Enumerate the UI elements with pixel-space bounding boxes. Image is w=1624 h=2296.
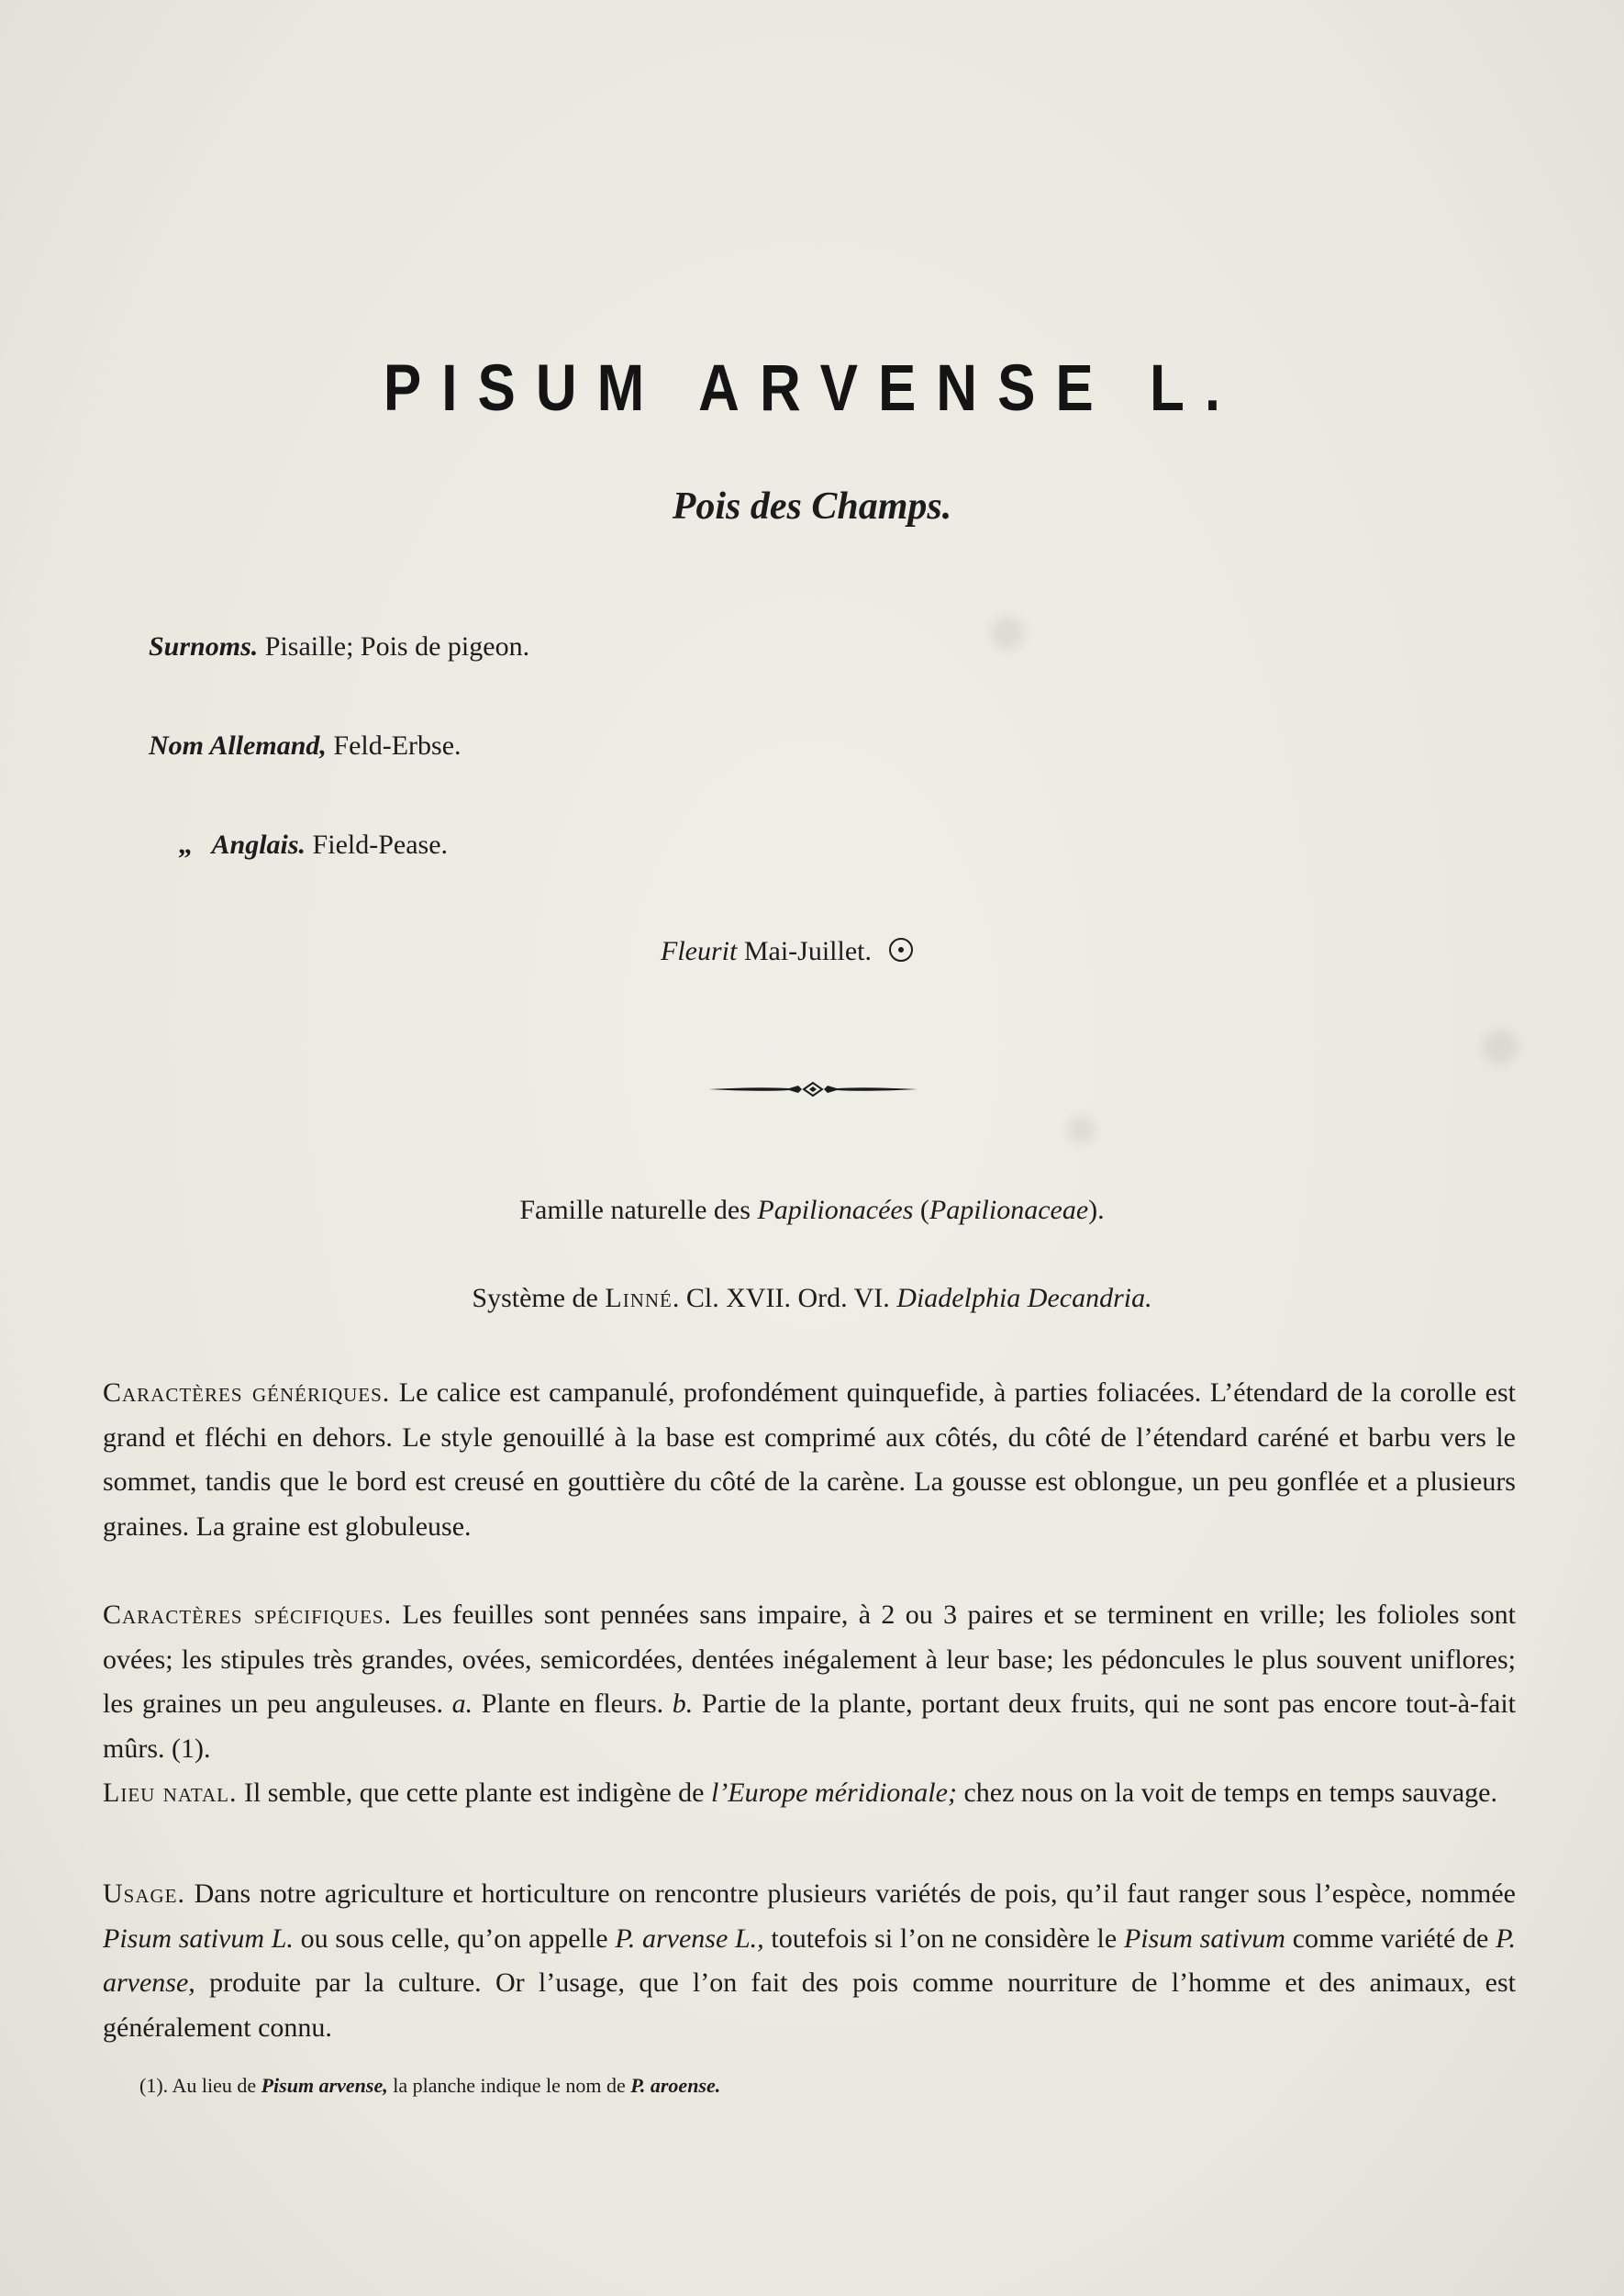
footnote-species-1: Pisum arvense, bbox=[261, 2074, 388, 2097]
famille-name-lat: Papilionaceae bbox=[929, 1195, 1089, 1225]
systeme-classe: . Cl. XVII. Ord. VI. bbox=[672, 1283, 890, 1313]
famille-paren-close: ). bbox=[1088, 1195, 1105, 1225]
lieu-natal bbox=[103, 1771, 1516, 1816]
footnote-mark: (1). bbox=[139, 2074, 169, 2097]
ornament-divider-icon bbox=[706, 1079, 919, 1099]
fleurit-line bbox=[661, 936, 913, 967]
page-subtitle: Pois des Champs. bbox=[672, 485, 952, 528]
systeme-name: Diadelphia Decandria. bbox=[896, 1283, 1152, 1313]
footnote-text-1: Au lieu de bbox=[172, 2074, 257, 2097]
famille-name-fr: Papilionacées bbox=[757, 1195, 914, 1225]
page-title: PISUM ARVENSE L. bbox=[383, 351, 1241, 426]
paper-stain bbox=[1483, 1030, 1518, 1064]
famille-paren-open: ( bbox=[913, 1195, 929, 1225]
anglais-label: Anglais. bbox=[211, 830, 306, 860]
fleurit-value: Mai-Juillet. bbox=[743, 936, 872, 966]
usage-species-3: Pisum sativum bbox=[1123, 1923, 1285, 1954]
specifiques-heading: Caractères spécifiques. bbox=[103, 1599, 393, 1630]
figure-a-label: a. bbox=[451, 1689, 473, 1719]
generiques-heading: Caractères génériques. bbox=[103, 1377, 391, 1408]
fleurit-label: Fleurit bbox=[661, 936, 738, 966]
figure-b-text: Partie de la plante, portant deux fruits, qui ne sont pas encore tout-à-fait mûrs. (1). bbox=[103, 1689, 1516, 1764]
usage-text-4: comme variété de bbox=[1292, 1923, 1489, 1954]
footnote-text-2: la planche indique le nom de bbox=[393, 2074, 626, 2097]
caracteres-generiques bbox=[103, 1371, 1516, 1549]
lieu-text-1: Il semble, que cette plante est indigène de bbox=[243, 1778, 705, 1808]
usage-species-4: P. arvense, bbox=[103, 1923, 1517, 1998]
annual-symbol-icon bbox=[889, 938, 913, 962]
footnote bbox=[139, 2074, 720, 2098]
lieu-text-2: chez nous on la voit de temps en temps sauvage. bbox=[963, 1778, 1497, 1808]
usage-text-3: toutefois si l’on ne considère le bbox=[771, 1923, 1118, 1954]
systeme-line bbox=[0, 1283, 1624, 1314]
usage-species-1: Pisum sativum L. bbox=[103, 1923, 294, 1954]
ditto-mark: „ bbox=[178, 830, 192, 860]
systeme-linne: Linné bbox=[605, 1283, 673, 1313]
lieu-place: l’Europe méridionale; bbox=[710, 1778, 957, 1808]
usage-heading: Usage. bbox=[103, 1878, 186, 1909]
systeme-prefix: Système de bbox=[472, 1283, 598, 1313]
surnoms-line bbox=[149, 631, 529, 663]
usage bbox=[103, 1872, 1516, 2050]
figure-b-label: b. bbox=[672, 1689, 694, 1719]
specifiques-text: Les feuilles sont pennées sans impaire, à 2 ou 3 paires et se terminent en vrille; les folioles sont ovées; les stipules très grandes, ovées, semicordées, dentées inégalement à leur base; les pédoncules le plus souvent uniflores; les graines un peu anguleuses. bbox=[103, 1599, 1516, 1719]
anglais-value: Field-Pease. bbox=[312, 830, 449, 860]
allemand-value: Feld-Erbse. bbox=[333, 730, 462, 761]
surnoms-label: Surnoms. bbox=[149, 631, 259, 662]
anglais-line bbox=[178, 830, 448, 861]
generiques-text: Le calice est campanulé, profondément quinquefide, à parties foliacées. L’étendard de la corolle est grand et fléchi en dehors. Le style genouillé à la base est comprimé aux côtés, du côté de l’étendard caréné et barbu vers le sommet, tandis que le bord est creusé en gouttière du côté de la carène. La gousse est oblongue, un peu gonflée et a plusieurs graines. La graine est globuleuse. bbox=[103, 1377, 1516, 1542]
famille-prefix: Famille naturelle des bbox=[519, 1195, 751, 1225]
famille-line bbox=[0, 1195, 1624, 1226]
paper-stain bbox=[991, 617, 1024, 650]
allemand-line bbox=[149, 730, 462, 762]
usage-text-2: ou sous celle, qu’on appelle bbox=[300, 1923, 608, 1954]
figure-a-text: Plante en fleurs. bbox=[481, 1689, 664, 1719]
caracteres-specifiques bbox=[103, 1593, 1516, 1771]
lieu-heading: Lieu natal. bbox=[103, 1778, 238, 1808]
paper-stain bbox=[1068, 1116, 1096, 1143]
usage-text-5: produite par la culture. Or l’usage, que l’on fait des pois comme nourriture de l’homme et des animaux, est généralement connu. bbox=[103, 1967, 1517, 2043]
surnoms-value: Pisaille; Pois de pigeon. bbox=[264, 631, 530, 662]
usage-species-2: P. arvense L., bbox=[615, 1923, 764, 1954]
usage-text-1: Dans notre agriculture et horticulture on rencontre plusieurs variétés de pois, qu’il faut ranger sous l’espèce, nommée bbox=[194, 1878, 1516, 1909]
footnote-species-2: P. aroense. bbox=[630, 2074, 721, 2097]
allemand-label: Nom Allemand, bbox=[149, 730, 327, 761]
